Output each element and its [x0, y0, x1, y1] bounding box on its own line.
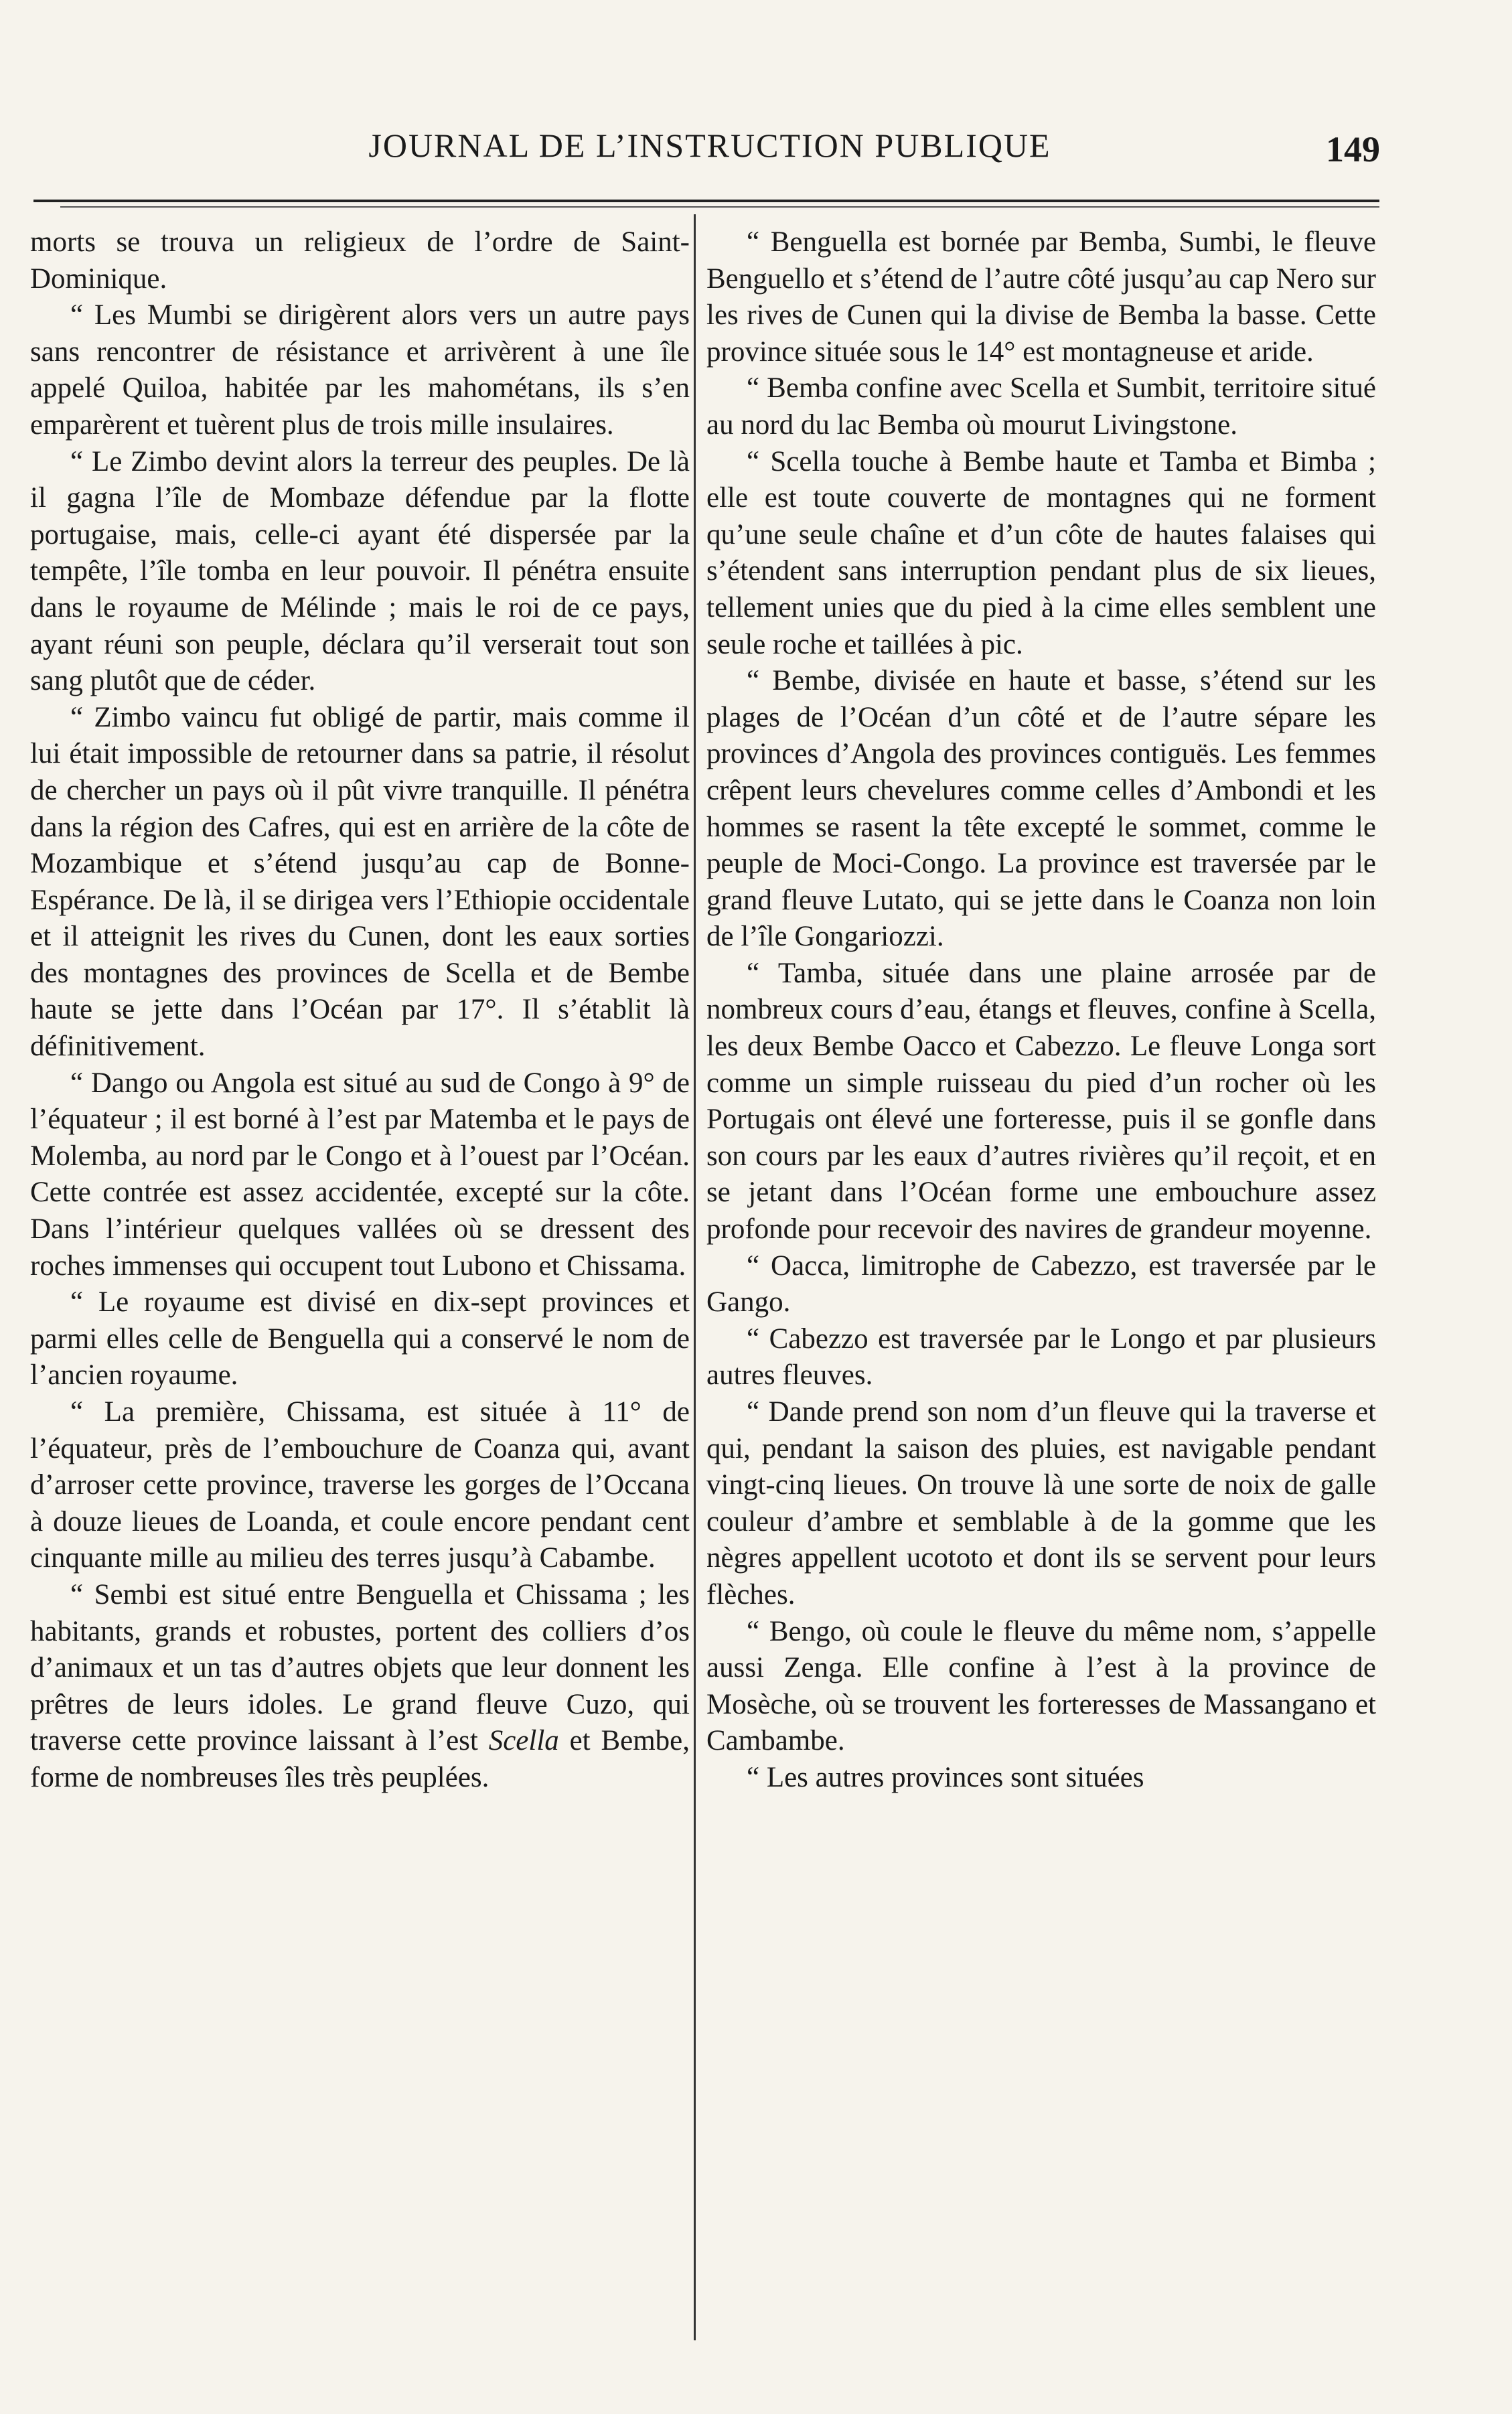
paragraph — [30, 1577, 690, 1797]
paragraph: “ Bengo, où coule le fleuve du même nom, s’appelle aussi Zenga. Elle confine à l’est à la province de Mosèche, où se trouvent les forteresses de Massangano et Cambambe. — [706, 1615, 1376, 1757]
paragraph: “ Le Zimbo devint alors la terreur des peuples. De là il gagna l’île de Mombaze défendue par la flotte portugaise, mais, celle-ci ayant été dispersée par la tempête, l’île tomba en leur pouvoir. Il pénétra ensuite dans le royaume de Mélinde ; mais le roi de ce pays, ayant réuni son peuple, déclara qu’il verserait tout son sang plutôt que de céder. — [30, 445, 690, 697]
left-column — [30, 224, 690, 1797]
paragraph: “ Dande prend son nom d’un fleuve qui la traverse et qui, pendant la saison des pluies, est navigable pendant vingt-cinq lieues. On trouve là une sorte de noix de galle couleur d’ambre et semblable à de la gomme que les nègres appellent ucototo et dont ils se servent pour leurs flèches. — [706, 1396, 1376, 1610]
paragraph: “ Bemba confine avec Scella et Sumbit, territoire situé au nord du lac Bemba où mourut Livingstone. — [706, 372, 1376, 441]
header-rule-thin — [60, 206, 1379, 208]
paragraph: “ Les autres provinces sont situées — [747, 1761, 1144, 1793]
paragraph: “ Oacca, limitrophe de Cabezzo, est traversée par le Gango. — [706, 1250, 1376, 1318]
header-rule — [33, 200, 1379, 202]
paragraph: “ Zimbo vaincu fut obligé de partir, mais comme il lui était impossible de retourner dans sa patrie, il résolut de chercher un pays où il pût vivre tranquille. Il pénétra dans la région des Cafres, qui est en arrière de la côte de Mozambique et s’étend jusqu’au cap de Bonne-Espérance. De là, il se dirigea vers l’Ethiopie occidentale et il atteignit les rives du Cunen, dont les eaux sorties des montagnes des provinces de Scella et de Bembe haute se jette dans l’Océan par 17°. Il s’établit là définitivement. — [30, 701, 690, 1063]
paragraph-text: et Bembe, forme de nombreuses îles très peuplées. — [30, 1725, 690, 1793]
paragraph: “ Les Mumbi se dirigèrent alors vers un autre pays sans rencontrer de résistance et arrivèrent à une île appelé Quiloa, habitée par les mahométans, ils s’en emparèrent et tuèrent plus de trois mille insulaires. — [30, 299, 690, 441]
running-head: JOURNAL DE L’INSTRUCTION PUBLIQUE — [368, 127, 1051, 164]
paragraph: “ Scella touche à Bembe haute et Tamba et Bimba ; elle est toute couverte de montagnes qui ne forment qu’une seule chaîne et d’un côte de hautes falaises qui s’étendent sans interruption pendant plus de six lieues, tellement unies que du pied à la cime elles semblent une seule roche et taillées à pic. — [706, 445, 1376, 660]
column-divider — [694, 214, 696, 2340]
paragraph: morts se trouva un religieux de l’ordre de Saint-Dominique. — [30, 226, 690, 295]
paragraph: “ Dango ou Angola est situé au sud de Congo à 9° de l’équateur ; il est borné à l’est par Matemba et le pays de Molemba, au nord par le Congo et à l’ouest par l’Océan. Cette contrée est assez accidentée, excepté sur la côte. Dans l’intérieur quelques vallées où se dressent des roches immenses qui occupent tout Lubono et Chissama. — [30, 1067, 690, 1282]
italic-place-name: Scella — [488, 1725, 559, 1757]
page-number: 149 — [1326, 129, 1380, 169]
paragraph: “ Tamba, située dans une plaine arrosée par de nombreux cours d’eau, étangs et fleuves, confine à Scella, les deux Bembe Oacco et Cabezzo. Le fleuve Longa sort comme un simple ruisseau du pied d’un rocher où les Portugais ont élevé une forteresse, puis il se gonfle dans son cours par les eaux d’autres rivières qu’il reçoit, et en se jetant dans l’Océan forme une embouchure assez profonde pour recevoir des navires de grandeur moyenne. — [706, 957, 1376, 1246]
paragraph-text: “ Sembi est situé entre Benguella et Chissama ; les habitants, grands et robustes, portent des colliers d’os d’animaux et un tas d’autres objets que leur donnent les prêtres de leurs idoles. Le grand fleuve Cuzo, qui traverse cette province laissant à l’est — [30, 1578, 690, 1757]
paragraph: “ Le royaume est divisé en dix-sept provinces et parmi elles celle de Benguella qui a conservé le nom de l’ancien royaume. — [30, 1286, 690, 1391]
paragraph: “ Bembe, divisée en haute et basse, s’étend sur les plages de l’Océan d’un côté et de l’autre sépare les provinces d’Angola des provinces contiguës. Les femmes crêpent leurs chevelures comme celles d’Ambondi et les hommes se rasent la tête excepté le sommet, comme le peuple de Moci-Congo. La province est traversée par le grand fleuve Lutato, qui se jette dans le Coanza non loin de l’île Gongariozzi. — [706, 665, 1376, 953]
paragraph: “ Cabezzo est traversée par le Longo et par plusieurs autres fleuves. — [706, 1323, 1376, 1391]
paragraph: “ La première, Chissama, est située à 11° de l’équateur, près de l’embouchure de Coanza qui, avant d’arroser cette province, traverse les gorges de l’Occana à douze lieues de Loanda, et coule encore pendant cent cinquante mille au milieu des terres jusqu’à Cabambe. — [30, 1396, 690, 1574]
paragraph: “ Benguella est bornée par Bemba, Sumbi, le fleuve Benguello et s’étend de l’autre côté jusqu’au cap Nero sur les rives de Cunen qui la divise de Bemba la basse. Cette province située sous le 14° est montagneuse et aride. — [706, 226, 1376, 368]
right-column — [706, 224, 1376, 1797]
